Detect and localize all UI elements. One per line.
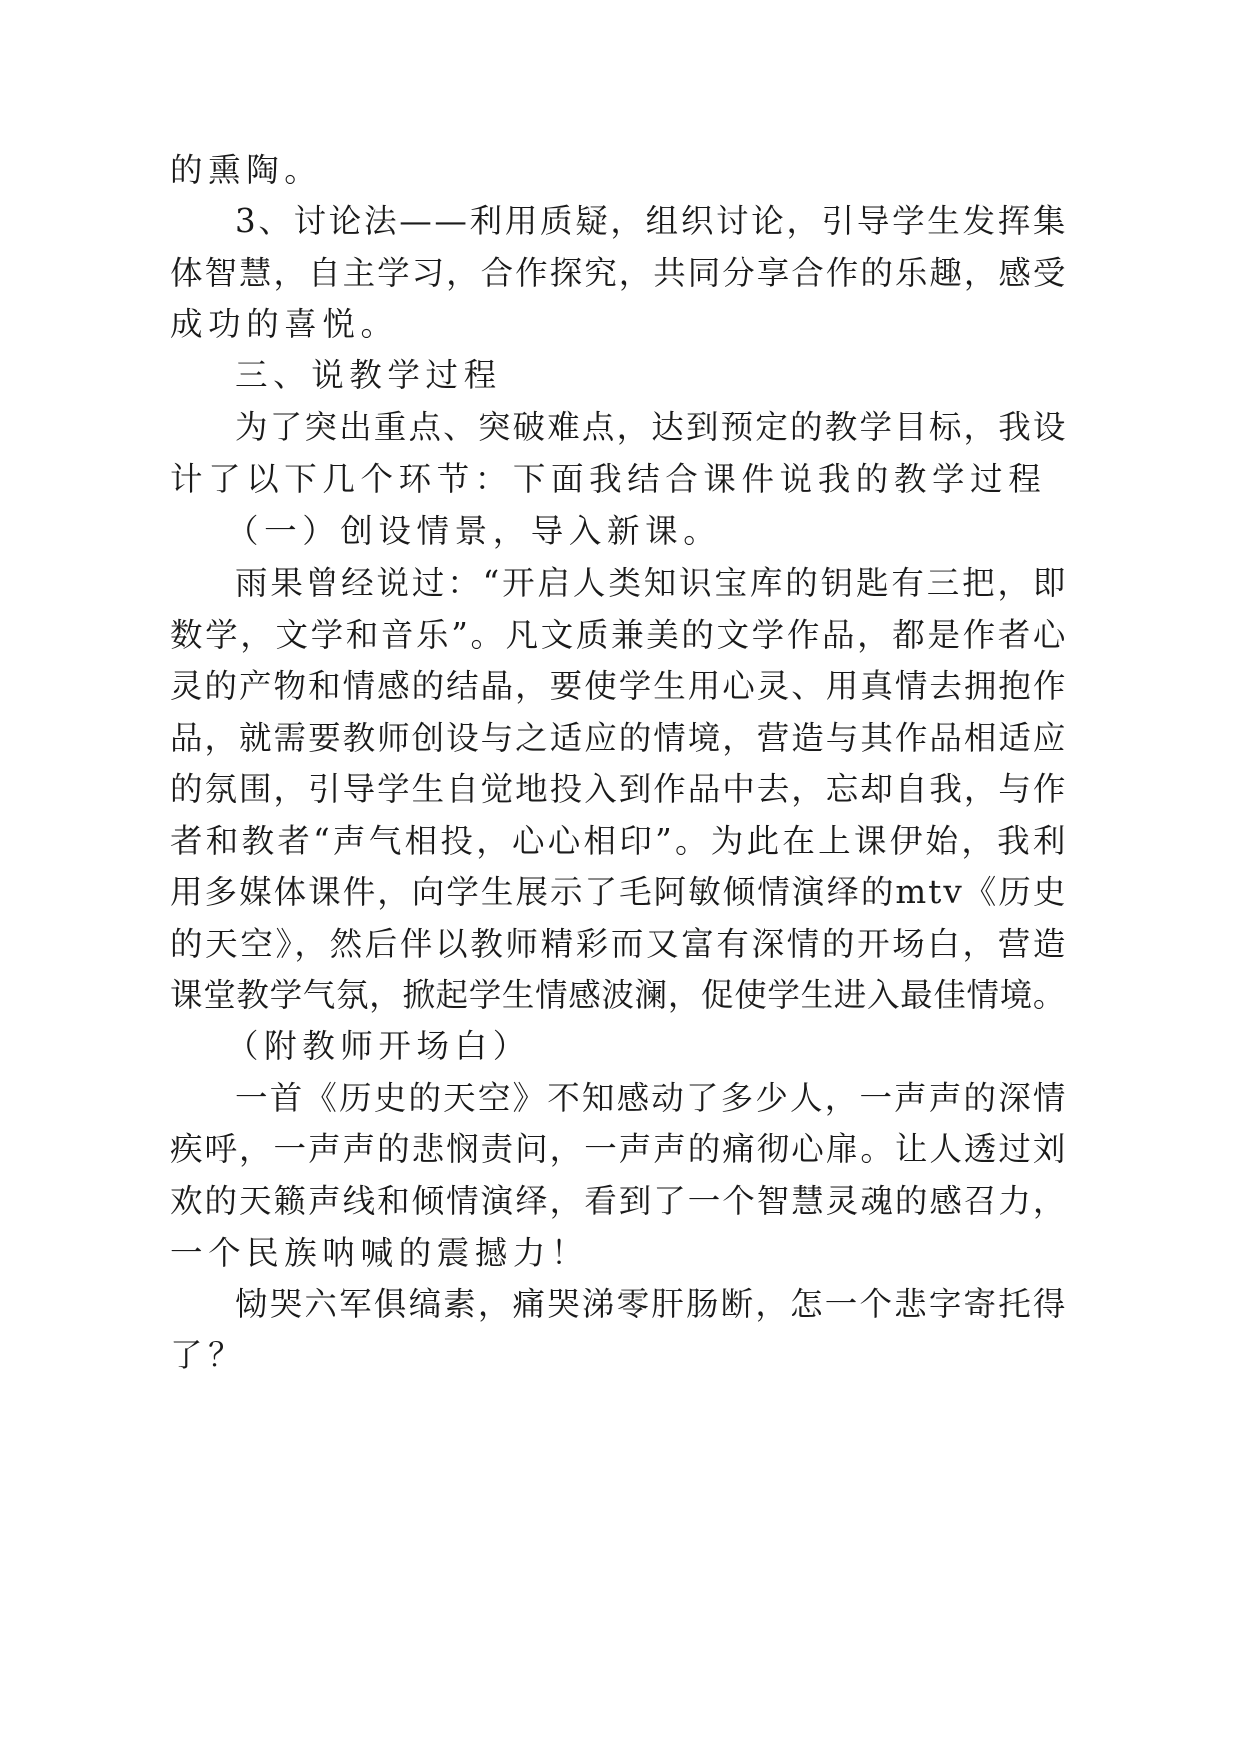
line-text: 体智慧，自主学习，合作探究，共同分享合作的乐趣，感受	[170, 254, 1068, 292]
text-line	[0, 761, 1241, 817]
text-line	[0, 1327, 1241, 1383]
text-line	[0, 607, 1241, 663]
line-text: （附教师开场白）	[226, 1027, 531, 1065]
line-text: 的熏陶。	[170, 151, 323, 189]
line-text: 的氛围，引导学生自觉地投入到作品中去，忘却自我，与作	[170, 770, 1068, 808]
text-line	[0, 193, 1241, 249]
text-line	[0, 1173, 1241, 1229]
text-line	[0, 555, 1241, 611]
line-text: 欢的天籁声线和倾情演绎，看到了一个智慧灵魂的感召力，	[170, 1182, 1068, 1220]
line-text: 一个民族呐喊的震撼力！	[170, 1234, 590, 1272]
line-text: 用多媒体课件，向学生展示了毛阿敏倾情演绎的mtv《历史	[170, 873, 1068, 911]
text-line	[0, 142, 1241, 198]
line-text: 雨果曾经说过：“开启人类知识宝库的钥匙有三把，即	[235, 564, 1069, 602]
text-line	[0, 296, 1241, 352]
text-line	[0, 1018, 1241, 1074]
text-line	[0, 813, 1241, 869]
line-text: 计了以下几个环节：下面我结合课件说我的教学过程	[170, 460, 1047, 498]
text-line	[0, 451, 1241, 507]
line-text: 的天空》，然后伴以教师精彩而又富有深情的开场白，营造	[170, 925, 1069, 963]
text-line	[0, 864, 1241, 920]
text-line	[0, 1276, 1241, 1332]
line-text: （一）创设情景，导入新课。	[226, 512, 722, 550]
line-text: 者和教者“声气相投，心心相印”。为此在上课伊始，我利	[170, 822, 1069, 860]
text-line	[0, 710, 1241, 766]
line-text: 疾呼，一声声的悲悯责问，一声声的痛彻心扉。让人透过刘	[170, 1130, 1068, 1168]
line-text: 为了突出重点、突破难点，达到预定的教学目标，我设	[235, 408, 1068, 446]
line-text: 成功的喜悦。	[170, 305, 399, 343]
line-text: 了？	[170, 1336, 247, 1374]
text-line	[0, 1121, 1241, 1177]
line-text: 数学，文学和音乐”。凡文质兼美的文学作品，都是作者心	[170, 616, 1069, 654]
text-line	[0, 916, 1241, 972]
line-text: 一首《历史的天空》不知感动了多少人，一声声的深情	[235, 1079, 1068, 1117]
text-line	[0, 658, 1241, 714]
text-line	[0, 245, 1241, 301]
text-line	[0, 967, 1241, 1023]
line-text: 3、讨论法——利用质疑，组织讨论，引导学生发挥集	[235, 202, 1069, 240]
line-text: 三、说教学过程	[235, 356, 502, 394]
line-text: 恸哭六军俱缟素，痛哭涕零肝肠断，怎一个悲字寄托得	[235, 1285, 1068, 1323]
text-line	[0, 1225, 1241, 1281]
text-line	[0, 1070, 1241, 1126]
subsection-heading	[0, 503, 1241, 559]
line-text: 品，就需要教师创设与之适应的情境，营造与其作品相适应	[170, 719, 1068, 757]
line-text: 课堂教学气氛，掀起学生情感波澜，促使学生进入最佳情境。	[170, 976, 1067, 1014]
text-line	[0, 399, 1241, 455]
line-text: 灵的产物和情感的结晶，要使学生用心灵、用真情去拥抱作	[170, 667, 1068, 705]
section-heading	[0, 347, 1241, 403]
